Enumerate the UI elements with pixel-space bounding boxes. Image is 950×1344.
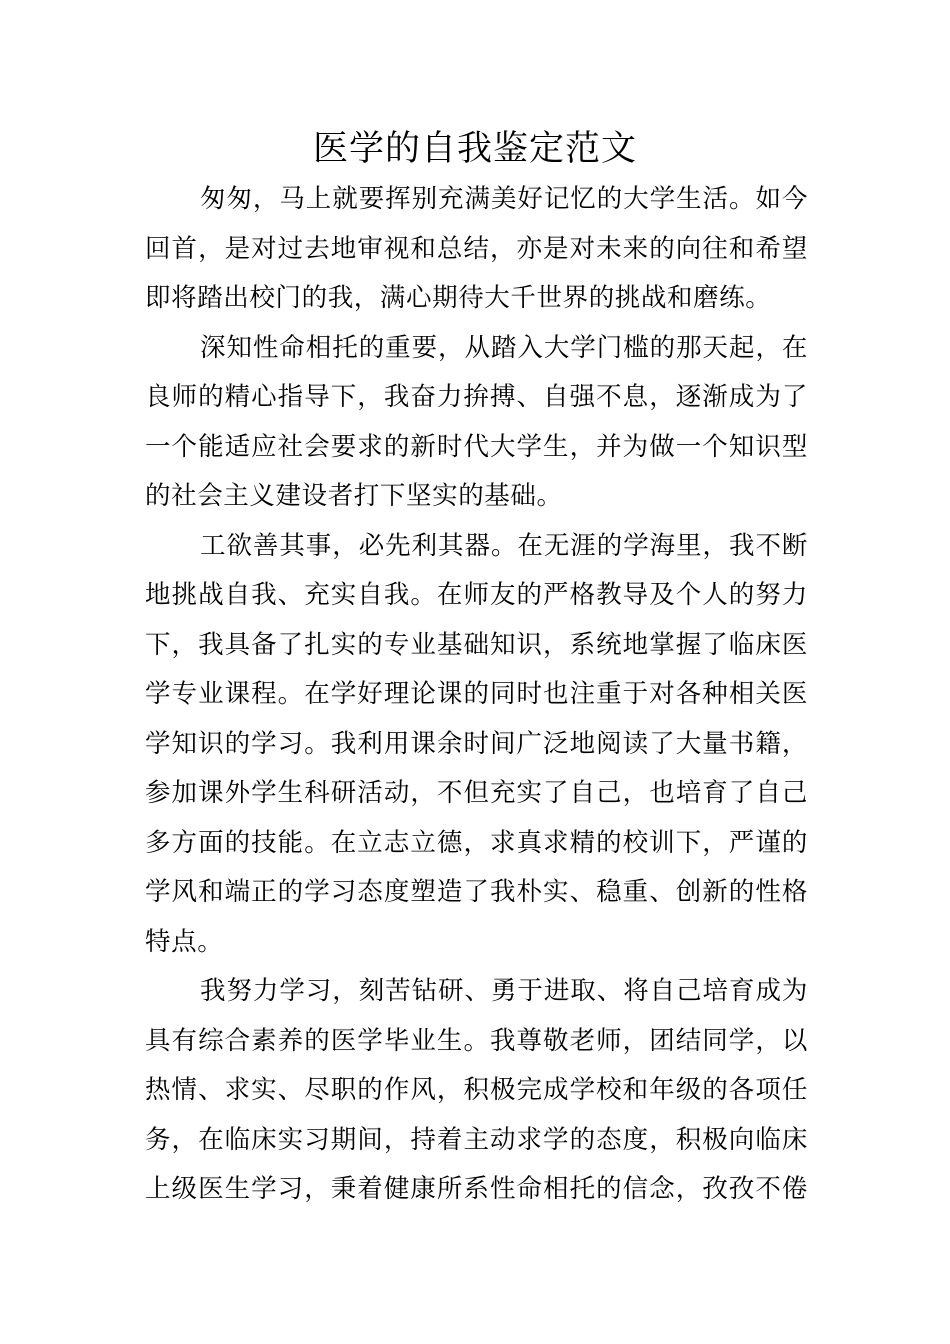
paragraph-line: 回首，是对过去地审视和总结，亦是对未来的向往和希望	[145, 233, 808, 264]
paragraph-4	[145, 967, 808, 1215]
paragraph-line: 良师的精心指导下，我奋力拚搏、自强不息，逐渐成为了	[145, 382, 808, 412]
paragraph-line: 具有综合素养的医学毕业生。我尊敬老师，团结同学，以	[145, 1025, 808, 1056]
paragraph-line: 匆匆，马上就要挥别充满美好记忆的大学生活。如今	[200, 184, 808, 214]
paragraph-3	[145, 522, 808, 968]
paragraph-line: 多方面的技能。在立志立德，求真求精的校训下，严谨的	[145, 827, 808, 858]
document-title: 医学的自我鉴定范文	[312, 129, 637, 169]
paragraph-line: 上级医生学习，秉着健康所系性命相托的信念，孜孜不倦	[145, 1174, 808, 1204]
paragraph-2	[145, 324, 808, 522]
document-body	[145, 175, 808, 1215]
paragraph-line: 我努力学习，刻苦钻研、勇于进取、将自己培育成为	[200, 976, 808, 1006]
paragraph-line: 学专业课程。在学好理论课的同时也注重于对各种相关医	[145, 679, 808, 709]
paragraph-line: 特点。	[145, 926, 224, 957]
paragraph-line: 下，我具备了扎实的专业基础知识，系统地掌握了临床医	[145, 629, 808, 660]
paragraph-1	[145, 175, 808, 324]
paragraph-line: 即将踏出校门的我，满心期待大千世界的挑战和磨练。	[145, 283, 772, 313]
paragraph-line: 学知识的学习。我利用课余时间广泛地阅读了大量书籍，	[145, 728, 808, 759]
paragraph-line: 地挑战自我、充实自我。在师友的严格教导及个人的努力	[145, 580, 808, 610]
paragraph-line: 的社会主义建设者打下坚实的基础。	[145, 481, 563, 511]
paragraph-line: 务，在临床实习期间，持着主动求学的态度，积极向临床	[145, 1124, 808, 1155]
paragraph-line: 学风和端正的学习态度塑造了我朴实、稳重、创新的性格	[145, 877, 808, 907]
paragraph-line: 参加课外学生科研活动，不但充实了自己，也培育了自己	[145, 778, 808, 808]
paragraph-line: 深知性命相托的重要，从踏入大学门槛的那天起，在	[200, 332, 808, 363]
paragraph-line: 一个能适应社会要求的新时代大学生，并为做一个知识型	[145, 431, 808, 462]
paragraph-line: 热情、求实、尽职的作风，积极完成学校和年级的各项任	[145, 1075, 808, 1105]
paragraph-line: 工欲善其事，必先利其器。在无涯的学海里，我不断	[200, 530, 808, 561]
